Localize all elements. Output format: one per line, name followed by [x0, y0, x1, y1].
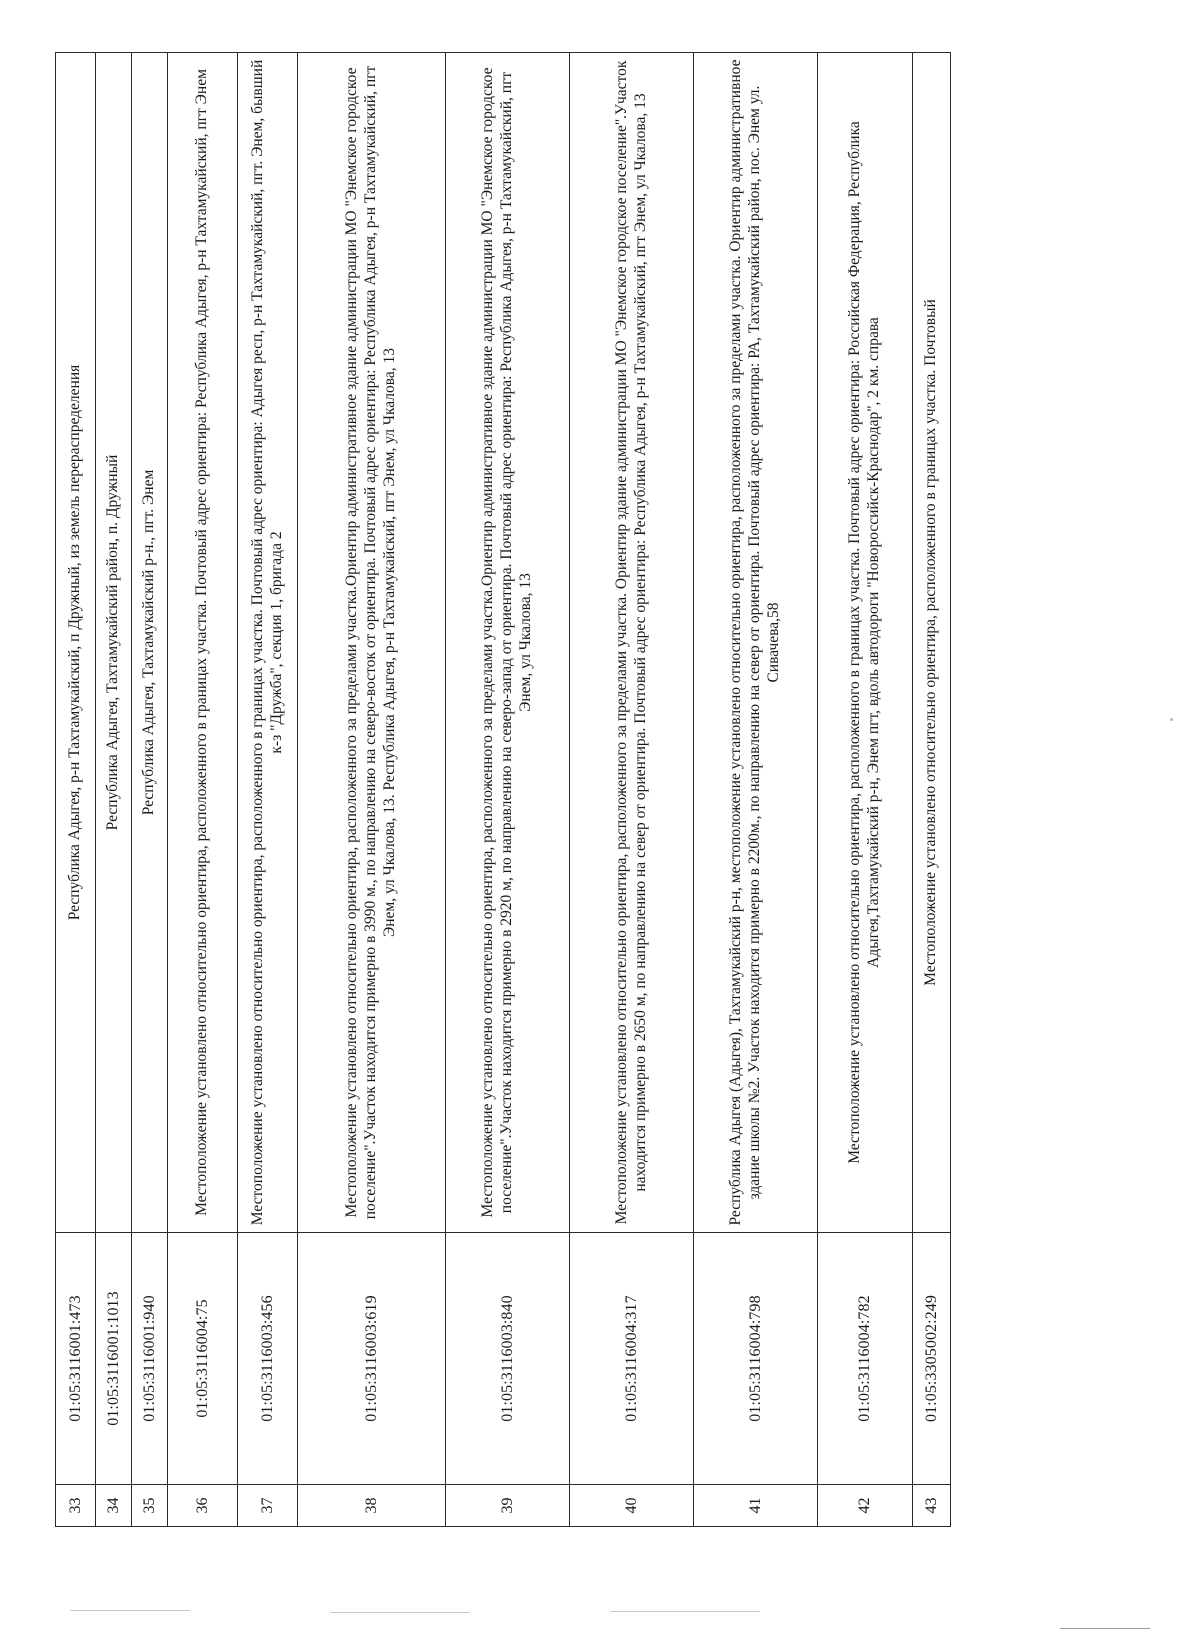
- cadastral-number: 01:05:3116004:798: [694, 1233, 818, 1485]
- scan-artifact-line: [330, 1612, 470, 1613]
- cadastral-number: 01:05:3116001:473: [56, 1233, 96, 1485]
- land-plots-table: [55, 52, 951, 1527]
- table-row: [446, 53, 570, 1527]
- rotated-document-page: [0, 38, 1200, 1586]
- cadastral-number: 01:05:3116003:619: [298, 1233, 446, 1485]
- cadastral-number: 01:05:3116001:940: [132, 1233, 168, 1485]
- cadastral-number: 01:05:3116004:75: [168, 1233, 238, 1485]
- row-number: 37: [238, 1485, 298, 1527]
- table-row: [818, 53, 913, 1527]
- table-row: [96, 53, 132, 1527]
- scan-artifact-line: [1060, 1628, 1150, 1629]
- location-description: Местоположение установлено относительно ориентира, расположенного за пределами участка.Ориентир административное здание администрации МО "Энемское городское поселение".Участок находится примерно в 3990 м., по направлению на северо-восток от ориентира. Почтовый адрес ориентира: Республика Адыгея, р-н Тахтамукайский, пгт Энем, ул Чкалова, 13. Республика Адыгея, р-н Тахтамукайский, пгт Энем, ул Чкалова, 13: [298, 53, 446, 1233]
- row-number: 39: [446, 1485, 570, 1527]
- table-row: [694, 53, 818, 1527]
- scan-artifact-dot: [1170, 718, 1173, 721]
- location-description: Республика Адыгея, Тахтамукайский р-н., пгт. Энем: [132, 53, 168, 1233]
- location-description: Местоположение установлено относительно ориентира, расположенного в границах участка. Почтовый адрес ориентира: Адыгея респ, р-н Тахтамукайский, пгт. Энем, бывший к-з "Дружба", секция 1, бригада 2: [238, 53, 298, 1233]
- row-number: 43: [913, 1485, 951, 1527]
- location-description: Местоположение установлено относительно ориентира, расположенного в границах участка. Почтовый адрес ориентира: Республика Адыгея, р-н Тахтамукайский, пгт Энем: [168, 53, 238, 1233]
- row-number: 40: [570, 1485, 694, 1527]
- cadastral-number: 01:05:3116004:317: [570, 1233, 694, 1485]
- location-description: Республика Адыгея (Адыгея), Тахтамукайский р-н, местоположение установлено относительно ориентира, расположенного за пределами участка. Ориентир административное здание школы №2. Участок находится примерно в 2200м., по направлению на север от ориентира. Почтовый адрес ориентира: РА, Тахтамукайский район, пос. Энем ул. Сивачева,58: [694, 53, 818, 1233]
- row-number: 42: [818, 1485, 913, 1527]
- row-number: 38: [298, 1485, 446, 1527]
- cadastral-number: 01:05:3116001:1013: [96, 1233, 132, 1485]
- row-number: 34: [96, 1485, 132, 1527]
- scan-artifact-line: [70, 1610, 190, 1611]
- table-row: [913, 53, 951, 1527]
- row-number: 33: [56, 1485, 96, 1527]
- location-description: Республика Адыгея, р-н Тахтамукайский, п Дружный, из земель перераспределения: [56, 53, 96, 1233]
- location-description: Местоположение установлено относительно ориентира, расположенного в границах участка. Почтовый: [913, 53, 951, 1233]
- table-row: [298, 53, 446, 1527]
- location-description: Местоположение установлено относительно ориентира, расположенного за пределами участка.Ориентир административное здание администрации МО "Энемское городское поселение".Участок находится примерно в 2920 м, по направлению на северо-запад от ориентира. Почтовый адрес ориентира: Республика Адыгея, р-н Тахтамукайский, пгт Энем, ул Чкалова, 13: [446, 53, 570, 1233]
- scan-artifact-line: [610, 1611, 760, 1612]
- row-number: 35: [132, 1485, 168, 1527]
- table-row: [168, 53, 238, 1527]
- location-description: Местоположение установлено относительно ориентира, расположенного в границах участка. Почтовый адрес ориентира: Российская Федерация, Республика Адыгея,Тахтамукайский р-н, Энем пгт, вдоль автодороги "Новороссийск-Краснодар", 2 км. справа: [818, 53, 913, 1233]
- cadastral-number: 01:05:3116003:840: [446, 1233, 570, 1485]
- table-row: [238, 53, 298, 1527]
- table-row: [132, 53, 168, 1527]
- table-row: [56, 53, 96, 1527]
- cadastral-number: 01:05:3305002:249: [913, 1233, 951, 1485]
- cadastral-number: 01:05:3116004:782: [818, 1233, 913, 1485]
- cadastral-number: 01:05:3116003:456: [238, 1233, 298, 1485]
- row-number: 41: [694, 1485, 818, 1527]
- row-number: 36: [168, 1485, 238, 1527]
- table-row: [570, 53, 694, 1527]
- location-description: Республика Адыгея, Тахтамукайский район, п. Дружный: [96, 53, 132, 1233]
- location-description: Местоположение установлено относительно ориентира, расположенного за пределами участка. Ориентир здание администрации МО "Энемское городское поселение".Участок находится примерно в 2650 м, по направлению на север от ориентира. Почтовый адрес ориентира: Республика Адыгея, р-н Тахтамукайский, пгт Энем, ул Чкалова, 13: [570, 53, 694, 1233]
